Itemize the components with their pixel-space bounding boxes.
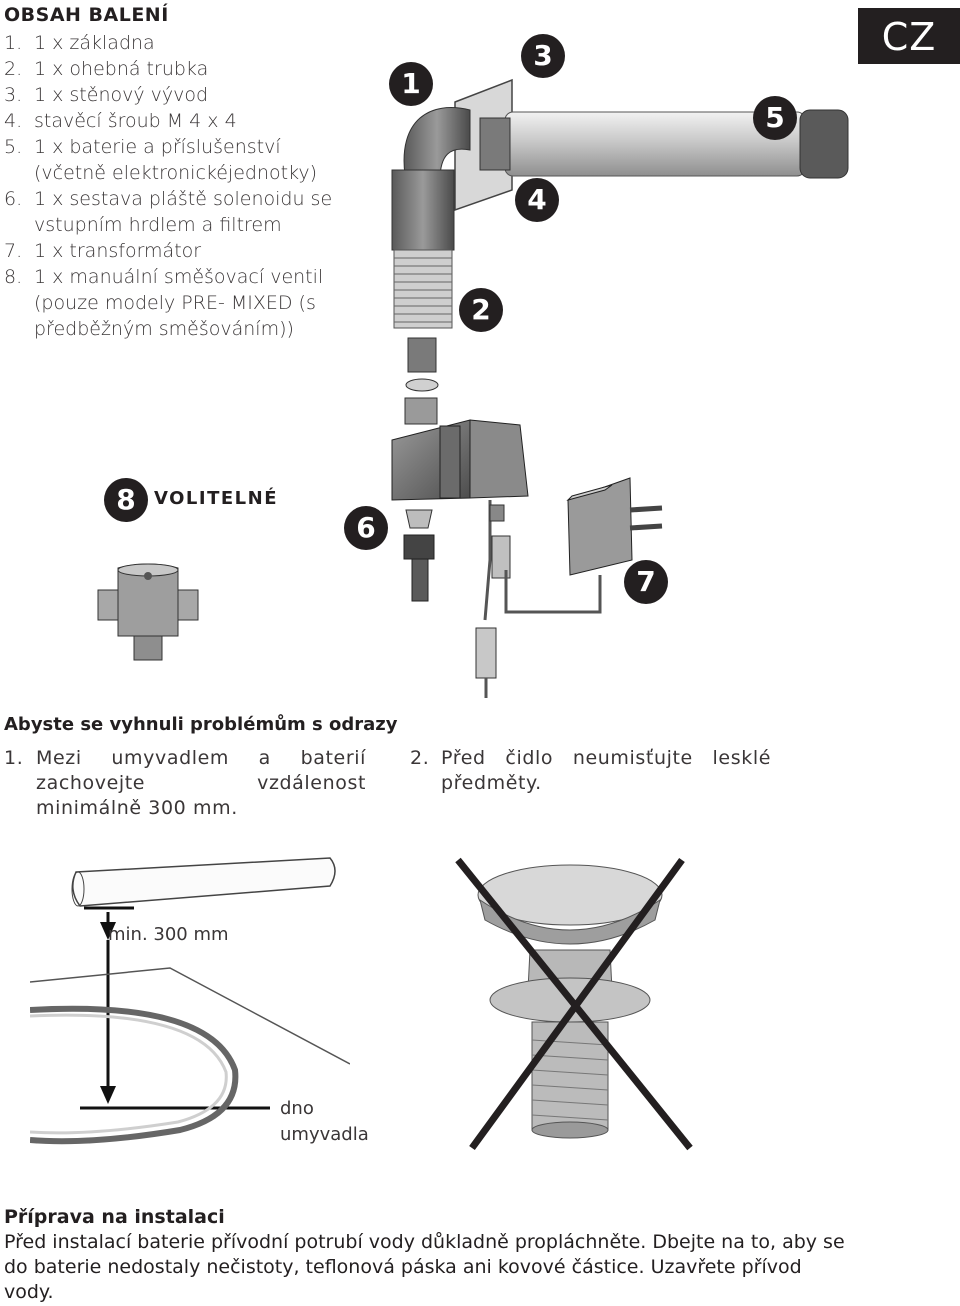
item-text: 1 x transformátor: [34, 240, 202, 262]
item-number: 7.: [4, 240, 23, 262]
marker-3: 3: [521, 34, 565, 78]
package-item: [4, 134, 354, 186]
assembly-illustration: [380, 60, 860, 700]
item-number: 5.: [4, 136, 23, 158]
package-item: [4, 186, 354, 238]
item-text: stavěcí šroub M 4 x 4: [34, 110, 237, 132]
item-number: 8.: [4, 266, 23, 288]
item-number: 3.: [4, 84, 23, 106]
tip1-text: Mezi umyvadlem a baterií zachovejte vzdálenost minimálně 300 mm.: [36, 747, 366, 819]
marker-2: 2: [459, 288, 503, 332]
item-number: 4.: [4, 110, 23, 132]
item-number: 1.: [4, 32, 23, 54]
item-text: 1 x sestava pláště solenoidu se vstupním hrdlem a filtrem: [34, 188, 333, 236]
flex-hose: [394, 250, 452, 328]
shiny-drain-crossed-illustration: [450, 850, 695, 1160]
package-item: [4, 108, 354, 134]
solenoid-housing: [392, 420, 528, 500]
item-number: 6.: [4, 188, 23, 210]
package-item: [4, 30, 354, 56]
tip2-text: Před čidlo neumisťujte lesklé předměty.: [441, 747, 771, 794]
marker-6: 6: [344, 506, 388, 550]
mixing-valve-illustration: [96, 560, 200, 662]
min-distance-label: min. 300 mm: [108, 924, 229, 945]
item-text: 1 x základna: [34, 32, 155, 54]
marker-4: 4: [515, 178, 559, 222]
package-item: [4, 82, 354, 108]
tip1-number: 1.: [4, 747, 24, 769]
language-badge: CZ: [858, 8, 960, 64]
installation-text: Před instalací baterie přívodní potrubí vody důkladně propláchněte. Dbejte na to, aby se do baterie nedostaly nečistoty, teflonová páska ani kovové částice. Uzavřete přívod vody.: [4, 1231, 845, 1303]
package-item: [4, 56, 354, 82]
package-item: [4, 264, 354, 342]
installation-title: Příprava na instalaci: [4, 1206, 225, 1228]
item-text: 1 x baterie a příslušenství (včetně elektronickéjednotky): [34, 136, 318, 184]
package-item: [4, 238, 354, 264]
package-list: [4, 30, 354, 342]
reflection-title: Abyste se vyhnuli problémům s odrazy: [4, 714, 398, 735]
basin-bottom-label: dno umyvadla: [280, 1098, 369, 1145]
item-text: 1 x ohebná trubka: [34, 58, 209, 80]
item-number: 2.: [4, 58, 23, 80]
marker-8: 8: [104, 478, 148, 522]
marker-5: 5: [753, 96, 797, 140]
tip2-number: 2.: [410, 747, 430, 769]
package-title: OBSAH BALENÍ: [4, 4, 169, 26]
item-text: 1 x stěnový vývod: [34, 84, 209, 106]
item-text: 1 x manuální směšovací ventil (pouze modely PRE- MIXED (s předběžným směšováním)): [34, 266, 324, 340]
marker-7: 7: [624, 560, 668, 604]
optional-label: VOLITELNÉ: [154, 488, 278, 509]
marker-1: 1: [389, 62, 433, 106]
